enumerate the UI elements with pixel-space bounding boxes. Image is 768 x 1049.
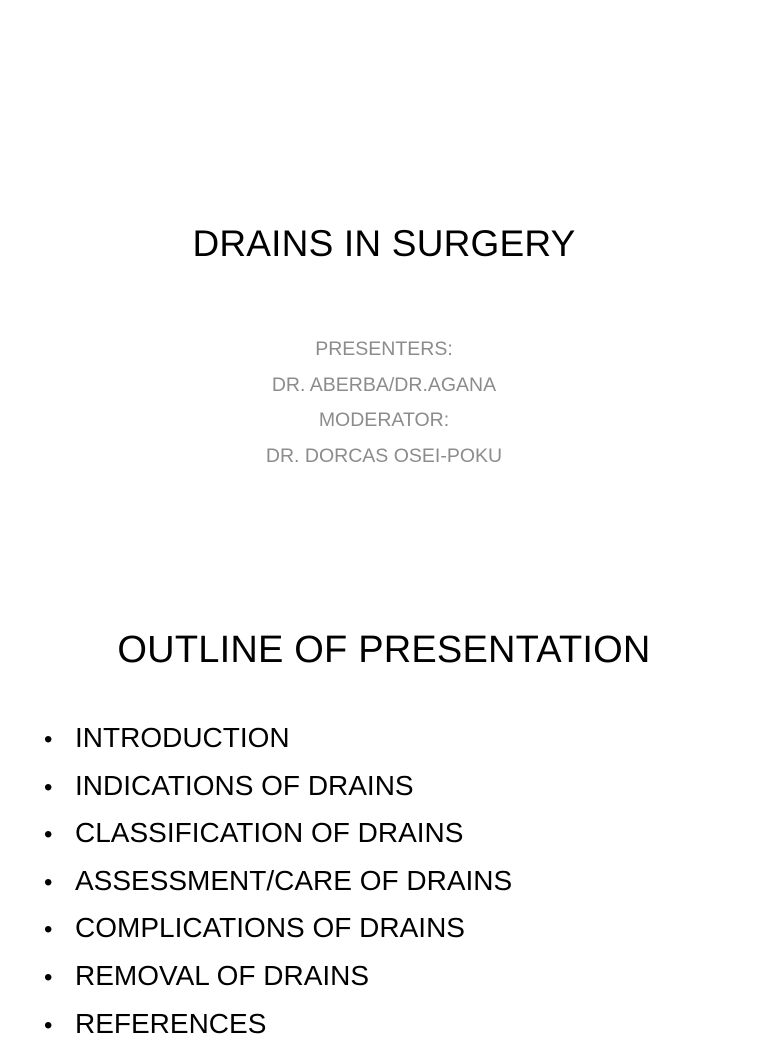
list-item-label: INTRODUCTION [75, 722, 290, 753]
bullet-icon: • [44, 821, 53, 849]
bullet-icon: • [44, 868, 53, 896]
list-item [44, 952, 512, 1000]
list-item-label: INDICATIONS OF DRAINS [75, 769, 414, 801]
outline-heading: OUTLINE OF PRESENTATION [117, 629, 651, 671]
list-item [44, 1000, 512, 1048]
list-item [44, 714, 512, 762]
list-item [44, 857, 512, 905]
list-item-label: CLASSIFICATION OF DRAINS [75, 817, 464, 849]
presenters-label: PRESENTERS: [315, 338, 453, 360]
outline-list [44, 714, 512, 1047]
bullet-icon: • [44, 773, 53, 801]
bullet-icon: • [44, 916, 53, 944]
slide-outline [0, 576, 768, 1039]
moderator-label: MODERATOR: [318, 409, 450, 431]
slide-title-heading: DRAINS IN SURGERY [192, 223, 576, 264]
presenters-names: DR. ABERBA/DR.AGANA [271, 373, 497, 396]
list-item [44, 809, 512, 857]
bullet-icon: • [44, 726, 53, 753]
presenters-block [0, 332, 768, 474]
list-item-label: COMPLICATIONS OF DRAINS [75, 912, 465, 944]
list-item-label: REMOVAL OF DRAINS [75, 959, 370, 991]
moderator-name: DR. DORCAS OSEI-POKU [265, 444, 503, 467]
list-item [44, 762, 512, 810]
bullet-icon: • [44, 963, 53, 991]
list-item [44, 904, 512, 952]
bullet-icon: • [44, 1011, 53, 1039]
list-item-label: ASSESSMENT/CARE OF DRAINS [75, 864, 513, 896]
list-item-label: REFERENCES [75, 1007, 267, 1039]
